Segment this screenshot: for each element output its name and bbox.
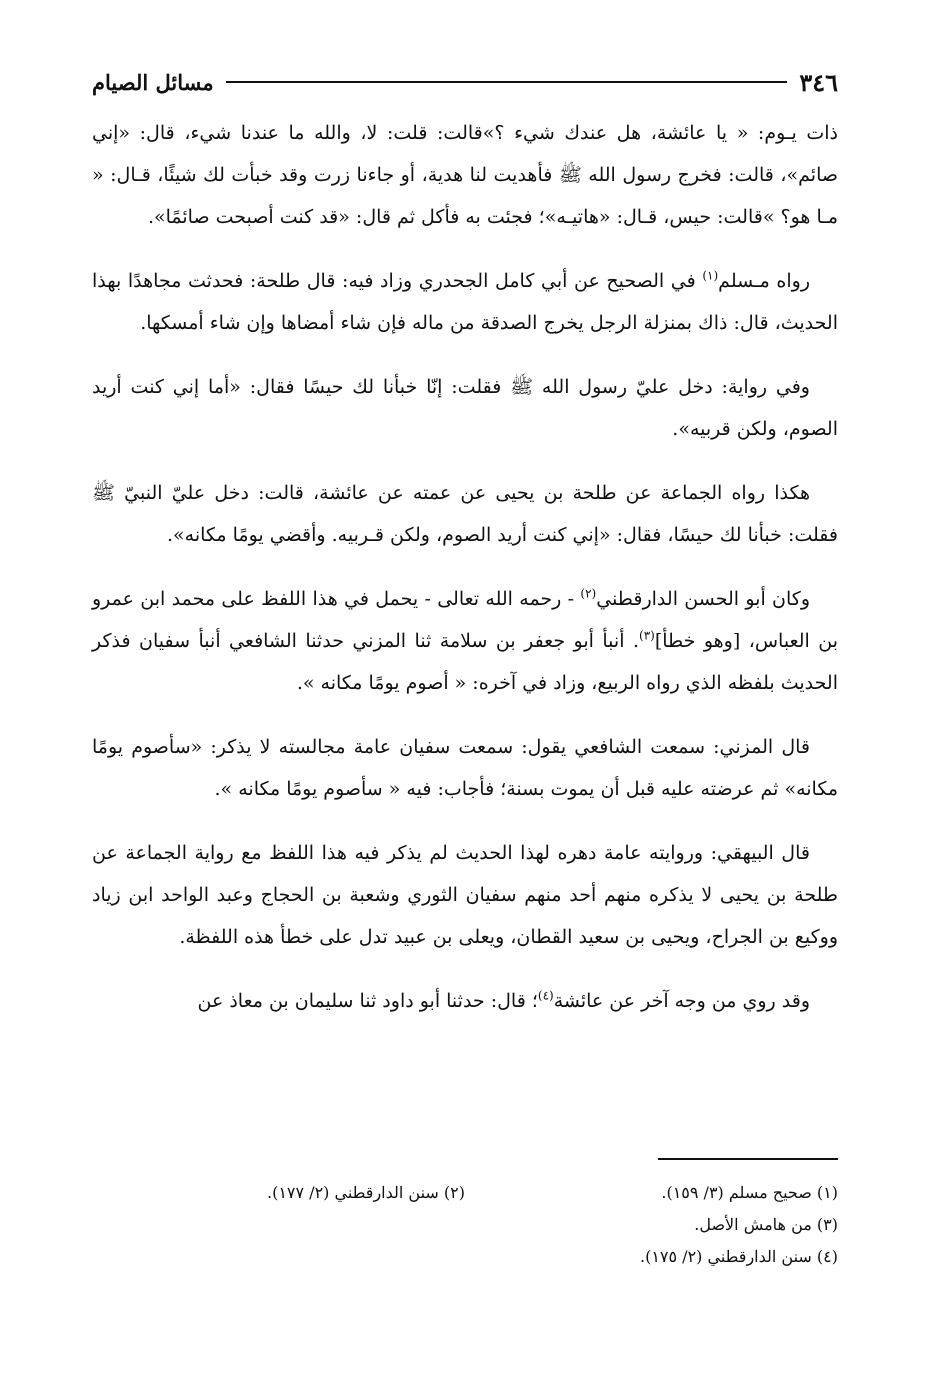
page-header xyxy=(92,62,838,102)
paragraph-3: وفي رواية: دخل عليّ رسول الله ﷺ فقلت: إنّا خبأنا لك حيسًا فقال: «أما إني كنت أريد الصوم، ولكن قربيه». xyxy=(92,376,838,440)
footnote-row xyxy=(92,1208,838,1240)
footnote-ref-1: (١) xyxy=(702,268,719,283)
footnote-row xyxy=(92,1240,838,1272)
paragraph-8 xyxy=(92,980,838,1022)
footnote-ref-4: (٤) xyxy=(537,988,554,1003)
page-number: ٣٤٦ xyxy=(799,67,838,97)
footnote-ref-3: (٣) xyxy=(639,628,655,643)
paragraph-4: هكذا رواه الجماعة عن طلحة بن يحيى عن عمته عن عائشة، قالت: دخل عليّ النبيّ ﷺ فقلت: خبأنا لك حيسًا، فقال: «إني كنت أريد الصوم، ولكن قـربيه. وأقضي يومًا مكانه». xyxy=(92,482,838,546)
running-title: مسائل الصيام xyxy=(92,69,214,95)
footnote-rule xyxy=(658,1158,838,1160)
main-text xyxy=(92,112,838,1044)
footnote-2: (٢) سنن الدارقطني (٢/ ١٧٧). xyxy=(266,1182,465,1202)
paragraph-8-start: وقد روي من وجه آخر عن عائشة xyxy=(553,990,810,1012)
paragraph-5-start: وكان أبو الحسن الدارقطني xyxy=(596,588,810,610)
paragraph-5-rest: . أنبأ أبو جعفر بن سلامة ثنا المزني حدثنا الشافعي أنبأ سفيان فذكر الحديث بلفظه الذي رواه الربيع، وزاد في آخره: « أصوم يومًا مكانه ». xyxy=(92,630,838,694)
footnote-row xyxy=(92,1176,838,1208)
footnote-3: (٣) من هامش الأصل. xyxy=(694,1214,838,1234)
paragraph-2-start: رواه مـسلم xyxy=(718,270,810,292)
footnote-1: (١) صحيح مسلم (٣/ ١٥٩). xyxy=(661,1182,838,1202)
paragraph-5 xyxy=(92,578,838,704)
paragraph-8-rest: ؛ قال: حدثنا أبو داود ثنا سليمان بن معاذ عن xyxy=(197,990,538,1012)
footnotes xyxy=(92,1176,838,1272)
footnote-4: (٤) سنن الدارقطني (٢/ ١٧٥). xyxy=(639,1246,838,1266)
header-rule xyxy=(226,81,788,83)
paragraph-2-rest: في الصحيح عن أبي كامل الجحدري وزاد فيه: قال طلحة: فحدثت مجاهدًا بهذا الحديث، قال: ذاك بمنزلة الرجل يخرج الصدقة من ماله فإن شاء أمضاها وإن شاء أمسكها. xyxy=(92,270,838,334)
paragraph-2 xyxy=(92,260,838,344)
paragraph-7: قال البيهقي: وروايته عامة دهره لهذا الحديث لم يذكر فيه هذا اللفظ مع رواية الجماعة عن طلحة بن يحيى لا يذكره منهم أحد منهم سفيان الثوري وشعبة بن الحجاج وعبد الواحد ابن زياد ووكيع بن الجراح، ويحيى بن سعيد القطان، ويعلى بن عبيد تدل على خطأ هذه اللفظة. xyxy=(92,842,838,948)
paragraph-1: ذات يـوم: « يا عائشة، هل عندك شيء ؟»قالت: قلت: لا، والله ما عندنا شيء، قال: «إني صائم»، قالت: فخرج رسول الله ﷺ فأهديت لنا هدية، أو جاءنا زرت وقد خبأت لك شيئًا، قـال: « مـا هو؟ »قالت: حيس، قـال: «هاتيـه»؛ فجئت به فأكل ثم قال: «قد كنت أصبحت صائمًا». xyxy=(92,122,838,228)
paragraph-6: قال المزني: سمعت الشافعي يقول: سمعت سفيان عامة مجالسته لا يذكر: «سأصوم يومًا مكانه» ثم عرضته عليه قبل أن يموت بسنة؛ فأجاب: فيه « سأصوم يومًا مكانه ». xyxy=(92,736,838,800)
footnote-ref-2: (٢) xyxy=(580,586,597,601)
paragraph-5-middle: - رحمه الله تعالى - يحمل في هذا اللفظ على محمد ابن عمرو بن العباس، [وهو خطأ] xyxy=(92,588,838,652)
